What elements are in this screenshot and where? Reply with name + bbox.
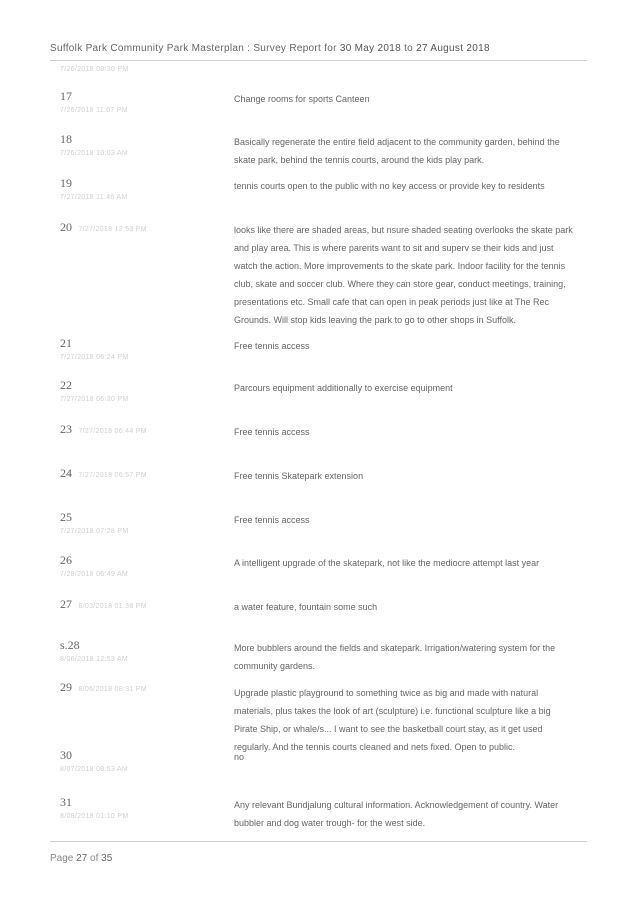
header-divider xyxy=(50,60,587,61)
response-timestamp: 7/26/2018 11:07 PM xyxy=(60,107,128,114)
response-timestamp: 7/27/2018 11:46 AM xyxy=(60,194,128,201)
response-number: 28 xyxy=(67,638,80,652)
response-timestamp: 8/07/2018 08:53 AM xyxy=(60,766,129,773)
response-number: 25 xyxy=(60,510,72,524)
page-number: 27 xyxy=(76,853,88,864)
header-separator: : xyxy=(244,43,254,54)
response-number: 27 xyxy=(60,597,72,611)
response-number-block xyxy=(60,466,150,483)
response-number: 31 xyxy=(60,795,72,809)
response-number: 24 xyxy=(60,466,72,480)
report-range-prefix: Survey Report for xyxy=(253,43,340,54)
response-number: 20 xyxy=(60,220,72,234)
response-timestamp: 8/08/2018 01:10 PM xyxy=(60,813,129,820)
response-timestamp: 8/06/2018 12:53 AM xyxy=(60,656,129,663)
response-number: 17 xyxy=(60,89,72,103)
response-number: 30 xyxy=(60,748,72,762)
report-start-date: 30 May 2018 xyxy=(339,43,401,54)
page-header xyxy=(50,43,490,54)
response-timestamp: 7/27/2018 06:24 PM xyxy=(60,354,129,361)
response-number-block xyxy=(60,638,80,653)
page-total: 35 xyxy=(101,853,113,864)
response-number-block xyxy=(60,597,210,614)
response-number: 19 xyxy=(60,176,72,190)
response-timestamp: 7/28/2018 06:49 AM xyxy=(60,571,129,578)
response-timestamp: 7/27/2018 06:30 PM xyxy=(60,396,129,403)
response-text: Upgrade plastic playground to something twice as big and made with natural materials, plus takes the look of art (sculpture) i.e. functional sculpture like a big Pirate Ship, or whale/s... I want to see the basketball court stay, as it get used regularly. And the tennis courts cleaned and nets fixed. Open to public. xyxy=(234,688,551,752)
response-text: a water feature, fountain some such xyxy=(234,602,378,612)
response-timestamp: 7/26/2018 08:30 PM xyxy=(60,66,129,73)
response-timestamp: 7/27/2018 07:28 PM xyxy=(60,528,129,535)
report-range-to: to xyxy=(400,43,417,54)
report-end-date: 27 August 2018 xyxy=(416,43,490,54)
response-text: tennis courts open to the public with no key access or provide key to residents xyxy=(234,181,545,191)
response-text: More bubblers around the fields and skatepark. Irrigation/watering system for the community gardens. xyxy=(234,643,556,671)
response-text: Any relevant Bundjalung cultural information. Acknowledgement of country. Water bubbler and dog water trough- for the west side. xyxy=(234,800,559,828)
response-text: Free tennis access xyxy=(234,515,310,525)
response-number: 29 xyxy=(60,680,72,694)
response-text: Free tennis access xyxy=(234,427,310,437)
response-number-prefix: s. xyxy=(60,638,68,652)
response-number: 22 xyxy=(60,378,72,392)
response-text: looks like there are shaded areas, but nsure shaded seating overlooks the skate park and play area. This is where parents want to sit and superv se their kids and just watch the action. More improvements to the skate park. Indoor facility for the tennis club, skate and soccer club. Where they can store gear, conduct meetings, training, presentations etc. Small cafe that can open in peak periods just like at The Rec Grounds. Will stop kids leaving the park to go to other shops in Suffolk. xyxy=(234,225,573,325)
page-label: Page xyxy=(50,853,77,864)
response-text: Free tennis access xyxy=(234,341,310,351)
response-timestamp: 7/27/2018 06:57 PM xyxy=(78,472,147,479)
response-text: Parcours equipment additionally to exercise equipment xyxy=(234,383,453,393)
response-number-block xyxy=(60,680,150,697)
response-text: no xyxy=(234,752,245,762)
response-number: 21 xyxy=(60,336,72,350)
response-number: 23 xyxy=(60,422,72,436)
response-number-block xyxy=(60,422,150,439)
report-title: Suffolk Park Community Park Masterplan xyxy=(50,43,245,54)
response-text: A intelligent upgrade of the skatepark, not like the mediocre attempt last year xyxy=(234,558,540,568)
response-number-block xyxy=(60,220,150,237)
response-timestamp: 7/26/2018 10:03 AM xyxy=(60,150,129,157)
footer-divider xyxy=(50,841,587,842)
page-of: of xyxy=(87,853,102,864)
response-timestamp: 7/27/2018 06:44 PM xyxy=(78,428,147,435)
response-timestamp: 8/03/2018 01:38 PM xyxy=(78,603,147,610)
response-number: 26 xyxy=(60,553,72,567)
response-number: 18 xyxy=(60,132,72,146)
response-text: Free tennis Skatepark extension xyxy=(234,471,364,481)
page-footer xyxy=(50,853,112,864)
response-text: Basically regenerate the entire field adjacent to the community garden, behind the skate park, behind the tennis courts, around the kids play park. xyxy=(234,137,560,165)
response-text: Change rooms for sports Canteen xyxy=(234,94,370,104)
response-timestamp: 7/27/2018 12:53 PM xyxy=(78,226,147,233)
response-timestamp: 8/06/2018 08:31 PM xyxy=(78,686,147,693)
